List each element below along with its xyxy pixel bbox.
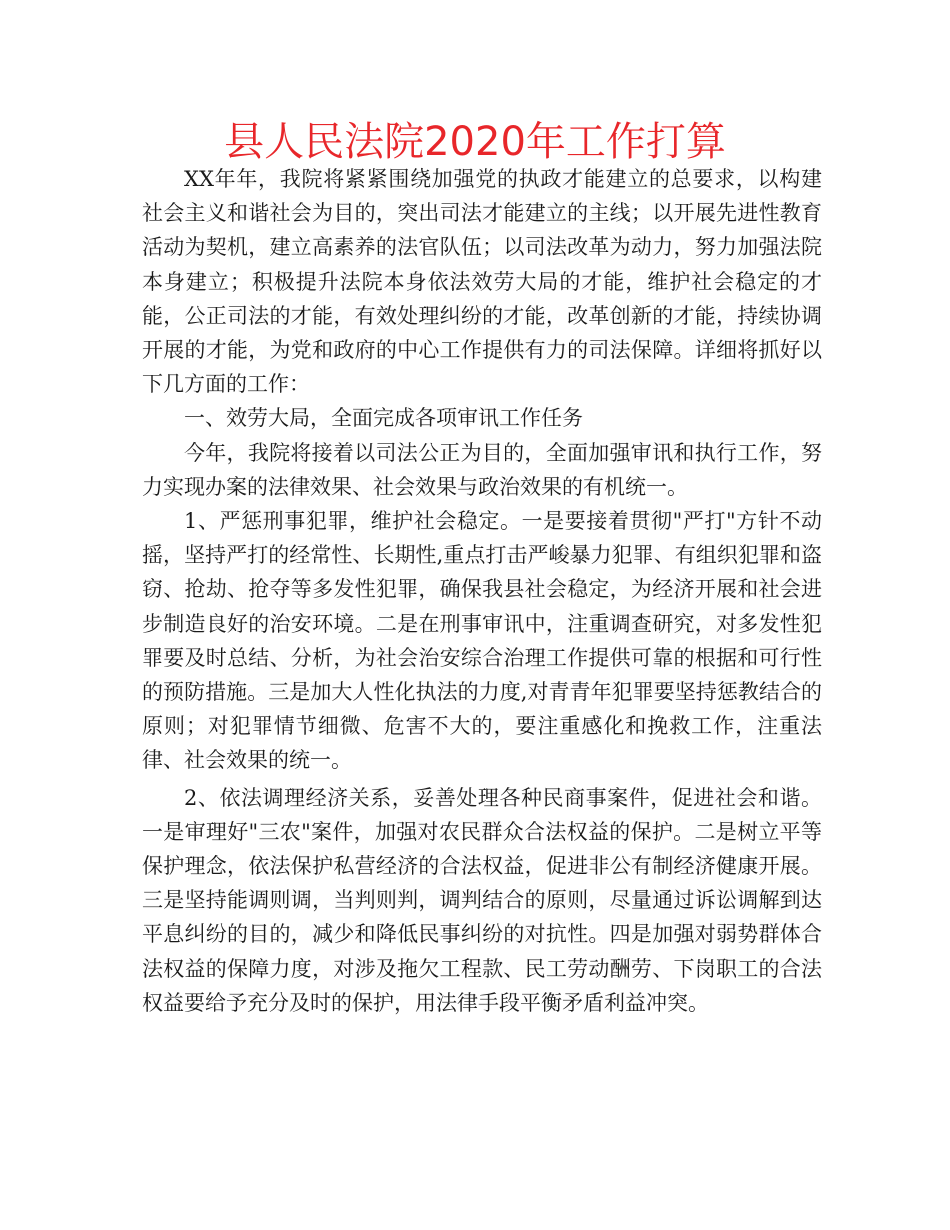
document-body: [142, 162, 822, 1020]
document-title: 县人民法院2020年工作打算: [224, 119, 726, 165]
paragraph-item-1: 1、严惩刑事犯罪，维护社会稳定。一是要接着贯彻"严打"方针不动摇，坚持严打的经常性、长期性,重点打击严峻暴力犯罪、有组织犯罪和盗窃、抢劫、抢夺等多发性犯罪，确保我县社会稳定，为经济开展和社会进步制造良好的治安环境。二是在刑事审讯中，注重调查研究，对多发性犯罪要及时总结、分析，为社会治安综合治理工作提供可靠的根据和可行性的预防措施。三是加大人性化执法的力度,对青青年犯罪要坚持惩教结合的原则；对犯罪情节细微、危害不大的，要注重感化和挽救工作，注重法律、社会效果的统一。: [142, 509, 822, 773]
section-heading-1: 一、效劳大局，全面完成各项审讯工作任务: [184, 406, 583, 431]
paragraph-intro: XX年年，我院将紧紧围绕加强党的执政才能建立的总要求，以构建社会主义和谐社会为目的，突出司法才能建立的主线；以开展先进性教育活动为契机，建立高素养的法官队伍；以司法改革为动力，努力加强法院本身建立；积极提升法院本身依法效劳大局的才能，维护社会稳定的才能，公正司法的才能，有效处理纠纷的才能，改革创新的才能，持续协调开展的才能，为党和政府的中心工作提供有力的司法保障。详细将抓好以下几方面的工作：: [142, 167, 822, 397]
paragraph-item-2: 2、依法调理经济关系，妥善处理各种民商事案件，促进社会和谐。一是审理好"三农"案件，加强对农民群众合法权益的保护。二是树立平等保护理念，依法保护私营经济的合法权益，促进非公有制经济健康开展。三是坚持能调则调，当判则判，调判结合的原则，尽量通过诉讼调解到达平息纠纷的目的，减少和降低民事纠纷的对抗性。四是加强对弱势群体合法权益的保障力度，对涉及拖欠工程款、民工劳动酬劳、下岗职工的合法权益要给予充分及时的保护，用法律手段平衡矛盾利益冲突。: [142, 785, 822, 1015]
paragraph-section-1-intro: 今年，我院将接着以司法公正为目的，全面加强审讯和执行工作，努力实现办案的法律效果、社会效果与政治效果的有机统一。: [142, 440, 822, 499]
